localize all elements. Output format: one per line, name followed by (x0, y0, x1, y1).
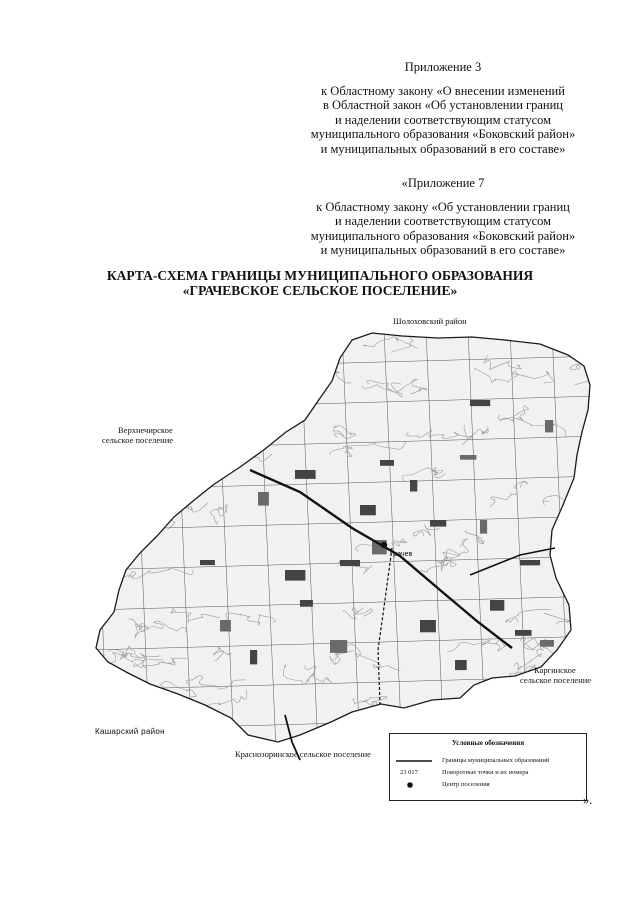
grid-line (132, 330, 150, 750)
settlement-center-dot (381, 542, 387, 548)
vegetation-patch (490, 600, 504, 611)
appendix-7-line-2: и наделении соответствующим статусом (334, 214, 552, 228)
contour-line (133, 376, 202, 392)
closing-quote: ». (583, 793, 593, 807)
legend-label-turning-points: Поворотные точки и их номера (442, 769, 529, 776)
vegetation-patch (480, 520, 487, 534)
appendix-7-heading: «Приложение 7 (401, 176, 485, 190)
vegetation-patch (330, 640, 347, 653)
vegetation-patch (295, 470, 316, 479)
turning-point-sample: 23 017 (400, 769, 418, 776)
label-kashar-district: Кашарский район (95, 727, 165, 736)
vegetation-patch (200, 560, 215, 565)
contour-line (141, 454, 192, 484)
legend-row-boundary (396, 756, 582, 766)
label-kargin-line-2: сельское поселение (520, 675, 592, 685)
settlement-label: Грачев (390, 551, 413, 558)
terrain-background (90, 330, 600, 750)
appendix-3-line-2: в Областной закон «Об установлении границ (322, 98, 563, 112)
vegetation-patch (300, 600, 313, 607)
legend-row-center (396, 780, 582, 790)
vegetation-patch (258, 492, 269, 506)
contour-line (451, 700, 496, 722)
grid-line (90, 716, 600, 730)
label-verkhnechir-line-1: Верхнечирское (118, 425, 173, 435)
vegetation-patch (470, 400, 490, 406)
legend-row-turning-points (396, 768, 582, 778)
label-kargin-line-1: Каргинское (534, 665, 576, 675)
contour-line (230, 341, 254, 360)
vegetation-patch (545, 420, 553, 432)
appendix-3-line-4: муниципального образования «Боковский район» (310, 127, 576, 141)
label-sholokhov-district: Шолоховский район (393, 316, 467, 326)
legend-label-boundary: Границы муниципальных образований (442, 757, 550, 764)
contour-line (133, 363, 195, 374)
vegetation-patch (455, 660, 467, 670)
contour-line (304, 330, 336, 350)
vegetation-patch (250, 650, 257, 664)
contour-line (167, 342, 184, 354)
center-dot-icon (396, 780, 432, 790)
label-verkhnechir-line-2: сельское поселение (102, 435, 174, 445)
contour-line (348, 720, 403, 734)
map-title-line-2: «ГРАЧЕВСКОЕ СЕЛЬСКОЕ ПОСЕЛЕНИЕ» (182, 283, 458, 298)
vegetation-patch (460, 455, 476, 460)
contour-line (151, 341, 218, 364)
grid-line (90, 316, 600, 330)
contour-line (188, 432, 229, 442)
map-legend (389, 733, 587, 801)
vegetation-patch (380, 460, 394, 466)
vegetation-patch (540, 640, 554, 647)
contour-line (93, 340, 123, 354)
vegetation-patch (520, 560, 540, 565)
vegetation-patch (220, 620, 231, 632)
appendix-7-line-1: к Областному закону «Об установлении границ (316, 199, 570, 214)
vegetation-patch (410, 480, 417, 492)
legend-title: Условные обозначения (451, 739, 525, 747)
appendix-3-line-1: к Областному закону «О внесении изменений (321, 83, 565, 98)
grid-line (594, 330, 612, 750)
vegetation-patch (430, 520, 446, 527)
appendix-7-line-3: муниципального образования «Боковский район» (310, 228, 576, 243)
vegetation-patch (515, 630, 532, 636)
appendix-3-line-3: и наделении соответствующим статусом (334, 112, 552, 127)
boundary-line-icon (396, 756, 432, 766)
grid-line (90, 330, 108, 750)
label-krasnozorin-settlement: Краснозоринское сельское поселение (235, 749, 371, 759)
appendix-3-line-5: и муниципальных образований в его составе» (320, 141, 566, 156)
appendix-7-line-4: и муниципальных образований в его составе» (320, 243, 566, 257)
vegetation-patch (285, 570, 305, 581)
appendix-3-heading: Приложение 3 (404, 60, 482, 74)
vegetation-patch (420, 620, 436, 632)
map-title-line-1: КАРТА-СХЕМА ГРАНИЦЫ МУНИЦИПАЛЬНОГО ОБРАЗОВАНИЯ (106, 268, 534, 283)
vegetation-patch (340, 560, 360, 566)
legend-label-center: Центр поселения (442, 781, 490, 788)
contour-line (320, 734, 340, 746)
vegetation-patch (360, 505, 376, 515)
